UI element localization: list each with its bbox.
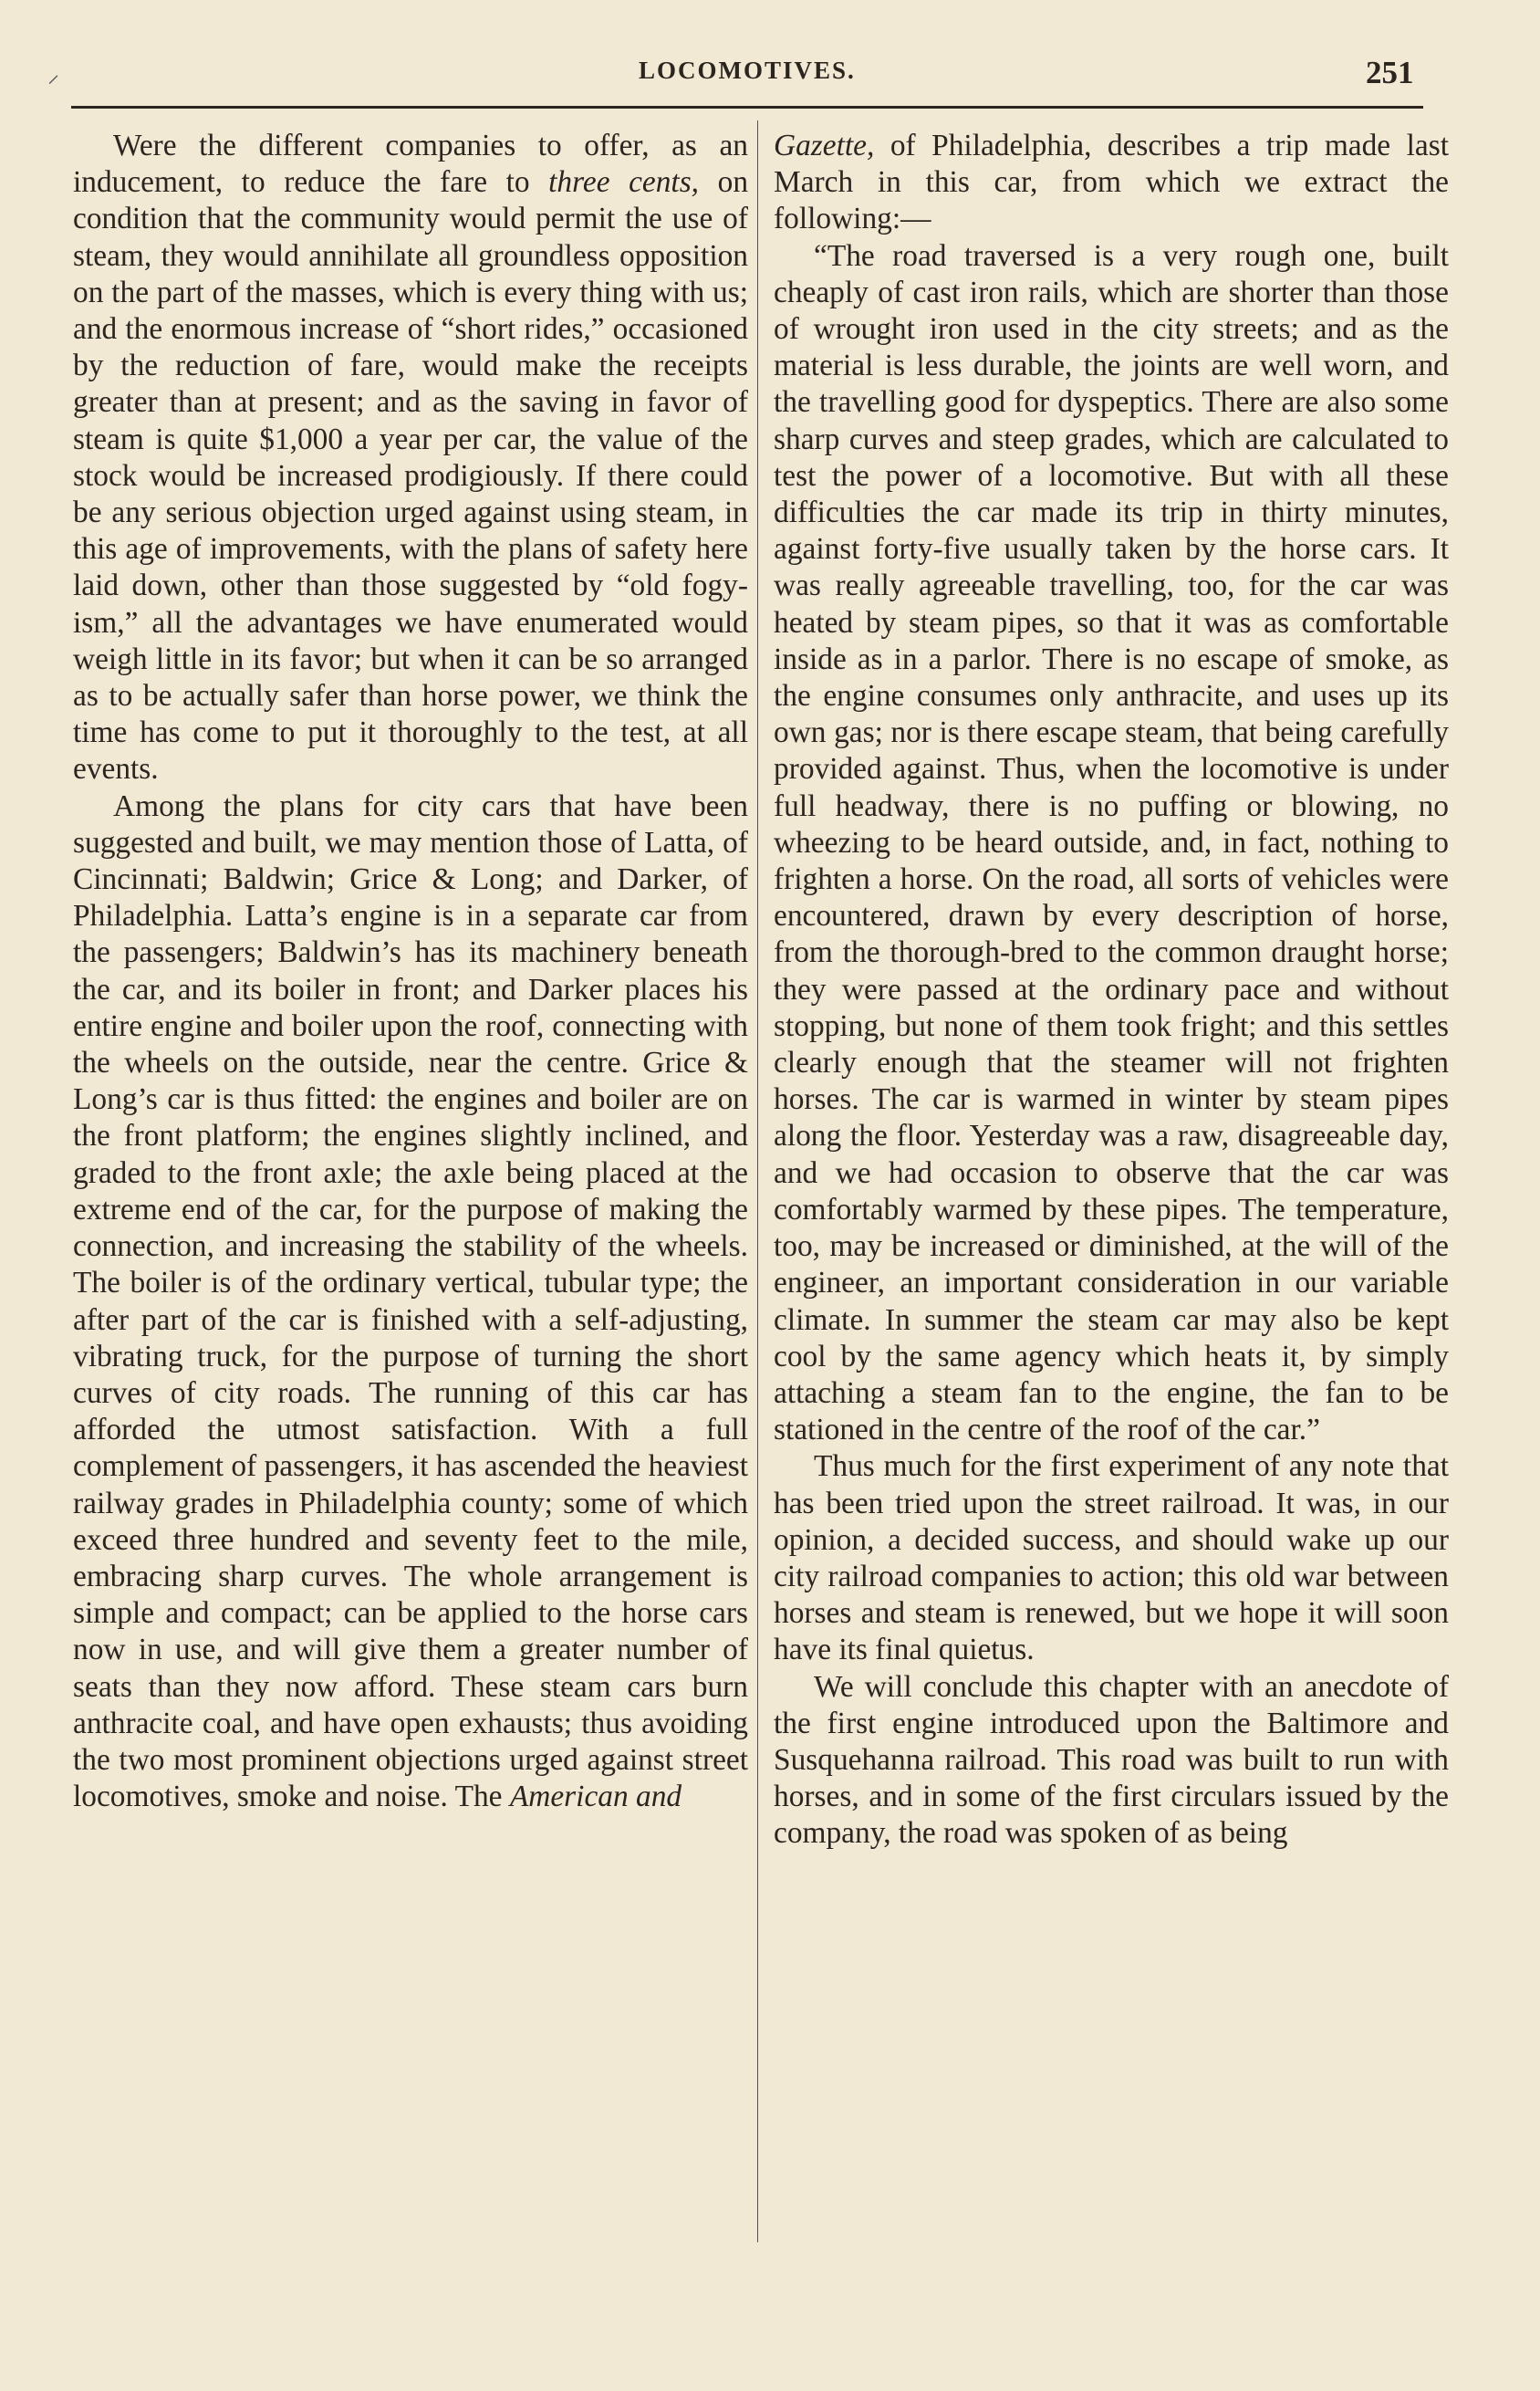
page-number: 251 bbox=[1366, 55, 1414, 90]
right-paragraph-1-text: of Philadelphia, describes a trip made last March in this car, from which we extract the following:— bbox=[774, 129, 1449, 236]
right-paragraph-3: Thus much for the first experiment of any note that has been tried upon the street railroad. It was, in our opinion, a decided success, and should wake up our city railroad companies to action; this old war between horses and steam is renewed, but we hope it will soon have its final quietus. bbox=[774, 1449, 1449, 1667]
left-paragraph-1-italic: three cents, bbox=[548, 165, 700, 200]
corner-mark: ⸝ bbox=[47, 61, 60, 88]
right-paragraph-4: We will conclude this chapter with an anecdote of the first engine introduced upon the Baltimore and Susquehanna railroad. This road was built to run with horses, and in some of the first circulars issued by the company, the road was spoken of as being bbox=[774, 1669, 1449, 1851]
column-divider bbox=[757, 120, 758, 2242]
right-paragraph-1-italic: Gazette, bbox=[774, 129, 875, 162]
left-paragraph-1 bbox=[73, 128, 748, 788]
left-column bbox=[73, 128, 748, 2254]
running-head: LOCOMOTIVES. bbox=[639, 57, 856, 84]
right-paragraph-2-quote: “The road traversed is a very rough one, built cheaply of cast iron rails, which are shorter than those of wrought iron used in the city streets; and as the material is less durable, the joints are well worn, and the travelling good for dyspeptics. There are also some sharp curves and steep grades, which are calculated to test the power of a locomotive. But with all these difficulties the car made its trip in thirty minutes, against forty-five usually taken by the horse cars. It was really agreeable travelling, too, for the car was heated by steam pipes, so that it was as comfortable inside as in a parlor. There is no escape of smoke, as the engine consumes only anthracite, and uses up its own gas; nor is there escape steam, that being carefully provided against. Thus, when the locomotive is under full headway, there is no puffing or blowing, no wheezing to be heard outside, and, in fact, nothing to frighten a horse. On the road, all sorts of vehicles were encountered, drawn by every description of horse, from the thorough-bred to the common draught horse; they were passed at the ordinary pace and without stopping, but none of them took fright; and this settles clearly enough that the steamer will not frighten horses. The car is warmed in winter by steam pipes along the floor. Yesterday was a raw, disagreeable day, and we had occasion to observe that the car was comfortably warmed by these pipes. The temperature, too, may be increased or diminished, at the will of the engineer, an important consideration in our variable climate. In summer the steam car may also be kept cool by the same agency which heats it, by simply attaching a steam fan to the engine, the fan to be stationed in the centre of the roof of the car.” bbox=[774, 238, 1449, 1447]
header-rule bbox=[71, 106, 1423, 109]
left-paragraph-1-text-b: on condition that the community would permit the use of steam, they would annihilate all groundless opposition on the part of the masses, which is every thing with us; and the enormous increase of “short rides,” occasioned by the reduction of fare, would make the receipts greater than at present; and as the saving in favor of steam is quite $1,000 a year per car, the value of the stock would be increased prodigiously. If there could be any serious objection urged against using steam, in this age of improvements, with the plans of safety here laid down, other than those suggested by “old fogyism,” all the advantages we have enumerated would weigh little in its favor; but when it can be so arranged as to be actually safer than horse power, we think the time has come to put it thoroughly to the test, at all events. bbox=[73, 165, 748, 787]
left-paragraph-2 bbox=[73, 788, 748, 1816]
left-paragraph-2-italic: American and bbox=[509, 1780, 682, 1814]
right-column bbox=[774, 128, 1449, 2254]
left-paragraph-1-text-a: Were the different companies to offer, as an inducement, to reduce the fare to bbox=[73, 129, 748, 200]
right-paragraph-1 bbox=[774, 128, 1449, 238]
left-paragraph-2-text: Among the plans for city cars that have been suggested and built, we may mention those of Latta, of Cincinnati; Baldwin; Grice & Long; and Darker, of Philadelphia. Latta’s engine is in a separate car from the passengers; Baldwin’s has its machinery beneath the car, and its boiler in front; and Darker places his entire engine and boiler upon the roof, connecting with the wheels on the outside, near the centre. Grice & Long’s car is thus fitted: the engines and boiler are on the front platform; the engines slightly inclined, and graded to the front axle; the axle being placed at the extreme end of the car, for the purpose of making the connection, and increasing the stability of the wheels. The boiler is of the ordinary vertical, tubular type; the after part of the car is finished with a self-adjusting, vibrating truck, for the purpose of turning the short curves of city roads. The running of this car has afforded the utmost satisfaction. With a full complement of passengers, it has ascended the heaviest railway grades in Philadelphia county; some of which exceed three hundred and seventy feet to the mile, embracing sharp curves. The whole arrangement is simple and compact; can be applied to the horse cars now in use, and will give them a greater number of seats than they now afford. These steam cars burn anthracite coal, and have open exhausts; thus avoiding the two most prominent objections urged against street locomotives, smoke and noise. The bbox=[73, 788, 748, 1814]
